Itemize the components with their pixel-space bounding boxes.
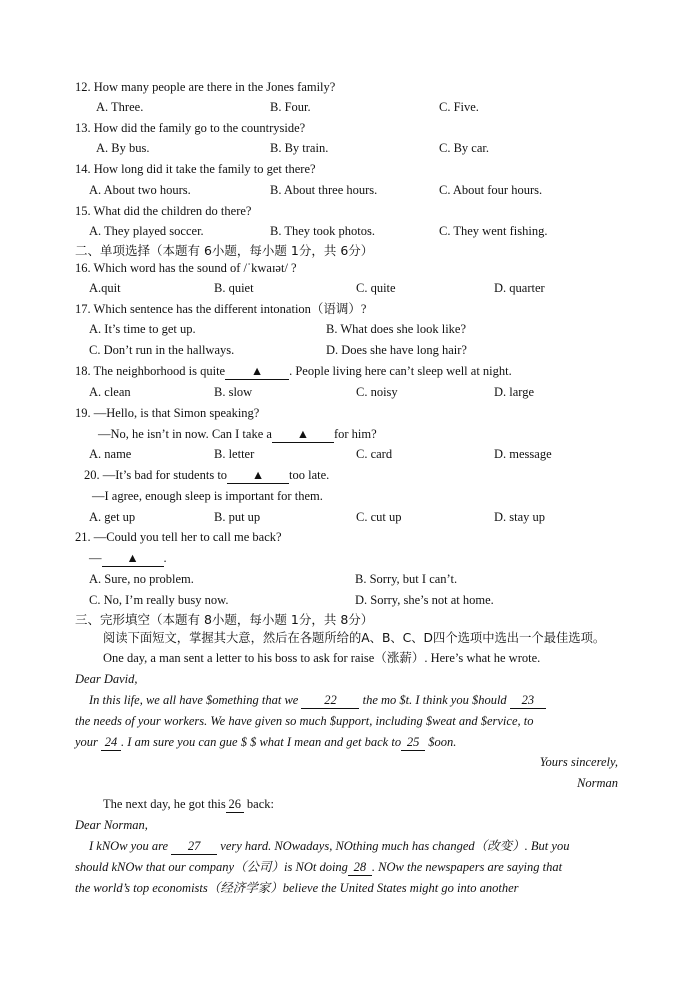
q20-option-a: A. get up [89,510,136,524]
q19-option-a: A. name [89,447,132,461]
letter1-line1 [89,692,546,709]
q19-reply-start: —No, he isn’t in now. Can I take a [98,427,272,441]
letter2-line3: the world’s top economists（经济学家）believe the United States might go into another [75,881,519,895]
letter1-line2: the needs of your workers. We have given so much $upport, including $weat and $ervice, to [75,714,534,728]
q20-stem-start: 20. —It’s bad for students to [84,468,228,482]
q21-option-a: A. Sure, no problem. [89,572,194,586]
q19-option-d: D. message [494,447,552,461]
letter1-line1-start: In this life, we all have $omething that we [89,693,299,707]
q17-option-a: A. It’s time to get up. [89,322,196,336]
q18-option-c: C. noisy [356,385,398,399]
q19-reply [98,426,377,443]
letter2-line1-start: I kNOw you are [89,839,169,853]
blank-27: 27 [171,838,217,855]
reply-intro [103,796,274,813]
q18-option-a: A. clean [89,385,131,399]
blank-22: 22 [301,692,359,709]
section-heading-single-choice: 二、单项选择（本题有 6小题，每小题 1分，共 6分） [75,243,374,258]
q21-answer-blank: ▲ [102,550,164,567]
q19-option-b: B. letter [214,447,255,461]
letter2-line1 [89,838,569,855]
q13-option-b: B. By train. [270,141,329,155]
question-17: 17. Which sentence has the different intonation（语调）? [75,302,367,316]
blank-28: 28 [348,859,372,876]
q19-reply-end: for him? [333,427,377,441]
cloze-intro: One day, a man sent a letter to his boss to ask for raise（涨薪）. Here’s what he wrote. [103,651,541,665]
letter1-line3-start: your [75,735,98,749]
q21-option-d: D. Sorry, she’s not at home. [355,593,494,607]
q20-option-d: D. stay up [494,510,546,524]
letter2-greeting: Dear Norman, [75,818,148,832]
letter1-line1-mid: the mo $t. I think you $hould [362,693,507,707]
cloze-instruction: 阅读下面短文，掌握其大意，然后在各题所给的A、B、C、D四个选项中选出一个最佳选项。 [103,631,606,645]
letter2-line2-end: . NOw the newspapers are saying that [371,860,563,874]
question-13: 13. How did the family go to the countryside? [75,121,306,135]
q21-option-b: B. Sorry, but I can’t. [355,572,458,586]
q18-stem-start: 18. The neighborhood is quite [75,364,226,378]
q16-option-c: C. quite [356,281,396,295]
q16-option-d: D. quarter [494,281,545,295]
letter1-line3-mid: . I am sure you can gue $ $ what I mean and get back to [121,735,402,749]
letter1-line3 [75,734,456,751]
question-20 [84,467,329,484]
q12-option-c: C. Five. [439,100,479,114]
q15-option-c: C. They went fishing. [439,224,548,238]
q16-option-a: A.quit [89,281,121,295]
q12-option-a: A. Three. [96,100,144,114]
reply-intro-start: The next day, he got this [103,797,226,811]
q18-option-b: B. slow [214,385,253,399]
q13-option-c: C. By car. [439,141,489,155]
question-21: 21. —Could you tell her to call me back? [75,530,282,544]
q21-reply-end: . [163,551,167,565]
q20-stem-end: too late. [289,468,330,482]
letter2-line2-start: should kNOw that our company（公司）is NOt doing [75,860,348,874]
q21-reply [89,550,167,567]
letter1-greeting: Dear David, [75,672,138,686]
q17-option-c: C. Don’t run in the hallways. [89,343,235,357]
blank-26: 26 [226,796,244,813]
question-15: 15. What did the children do there? [75,204,252,218]
q18-answer-blank: ▲ [225,363,289,380]
q19-option-c: C. card [356,447,393,461]
q15-option-b: B. They took photos. [270,224,375,238]
q20-answer-blank: ▲ [227,467,289,484]
q19-answer-blank: ▲ [272,426,334,443]
q20-option-c: C. cut up [356,510,402,524]
q13-option-a: A. By bus. [96,141,150,155]
question-18 [75,363,512,380]
question-14: 14. How long did it take the family to get there? [75,162,316,176]
q14-option-b: B. About three hours. [270,183,378,197]
question-16: 16. Which word has the sound of /ˈkwaɪət/ ? [75,261,297,275]
q14-option-c: C. About four hours. [439,183,543,197]
q18-stem-end: . People living here can’t sleep well at night. [289,364,512,378]
letter1-closing: Yours sincerely, [539,755,618,769]
q15-option-a: A. They played soccer. [89,224,204,238]
q12-option-b: B. Four. [270,100,311,114]
letter1-line3-end: $oon. [428,735,457,749]
q20-reply: —I agree, enough sleep is important for them. [92,489,323,503]
blank-25: 25 [401,734,425,751]
letter1-signature: Norman [577,776,618,790]
q17-option-d: D. Does she have long hair? [326,343,467,357]
question-19: 19. —Hello, is that Simon speaking? [75,406,260,420]
q20-option-b: B. put up [214,510,261,524]
letter2-line1-end: very hard. NOwadays, NOthing much has changed（改变）. But you [220,839,570,853]
reply-intro-end: back: [246,797,274,811]
question-12: 12. How many people are there in the Jones family? [75,80,336,94]
q21-option-c: C. No, I’m really busy now. [89,593,229,607]
q16-option-b: B. quiet [214,281,254,295]
q17-option-b: B. What does she look like? [326,322,467,336]
letter2-line2 [75,859,562,876]
blank-24: 24 [101,734,121,751]
section-heading-cloze: 三、完形填空（本题有 8小题，每小题 1分，共 8分） [75,612,374,627]
q14-option-a: A. About two hours. [89,183,191,197]
blank-23: 23 [510,692,546,709]
q18-option-d: D. large [494,385,535,399]
q21-reply-start: — [89,551,102,565]
